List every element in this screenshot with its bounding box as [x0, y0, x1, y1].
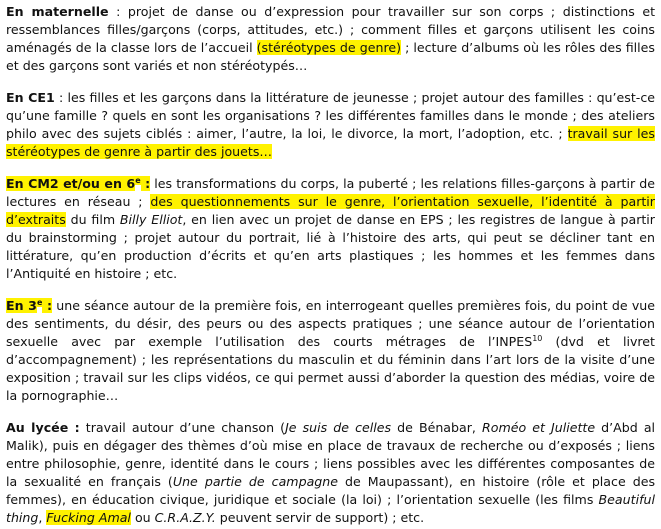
- section-label: En CE1: [6, 90, 55, 105]
- paragraph-lycee: [6, 419, 655, 527]
- work-title: Je suis de celles: [285, 420, 392, 435]
- highlighted-text: (stéréotypes de genre): [256, 40, 402, 55]
- work-title: C.R.A.Z.Y.: [154, 510, 216, 525]
- text-segment: de Maupassant), en histoire (rôle et place des femmes), en éducation civique, juridique et sociale (la loi) ; l’orientation sexuelle (les films: [6, 474, 656, 507]
- text-segment: (dvd et livret d’accompagnement) ; les représentations du masculin et du féminin dans l’art lors de la visite d’une exposition ; travail sur les clips vidéos, ce qui permet aussi d’aborder la question des médias, voire de la pornographie…: [6, 334, 655, 403]
- text-segment: ,: [38, 510, 47, 525]
- text-segment: : projet de danse ou d’expression pour travailler sur son corps ; distinctions et ressemblances filles/garçons (corps, attitudes, etc.) ; comment filles et garçons utilisent les coins aménagés de la classe lors de l’accueil: [6, 4, 656, 55]
- highlighted-text: Fucking Amal: [46, 510, 131, 525]
- work-title: Roméo et Juliette: [482, 420, 596, 435]
- section-label: :: [42, 298, 53, 313]
- paragraph-ce1: [6, 89, 655, 161]
- section-label: Au lycée :: [6, 420, 80, 435]
- text-segment: ou: [130, 510, 155, 525]
- text-segment: , en lien avec un projet de danse en EPS ; les registres de langue à partir du brainstorming ; projet autour du portrait, lié à l’histoire des arts, qui peut se décliner tant en littérature, qu’en production d’écrits et qu’en arts plastiques ; les hommes et les femmes dans l’Antiquité en histoire ; etc.: [6, 212, 655, 281]
- highlighted-text: des questionnements sur le genre, l’orientation sexuelle, l’identité à partir d’extraits: [6, 194, 655, 227]
- section-label: En maternelle: [6, 4, 109, 19]
- text-segment: du film: [65, 212, 120, 227]
- text-segment: travail autour d’une chanson (: [79, 420, 286, 435]
- paragraph-cm2: [6, 175, 655, 283]
- paragraph-troisieme: [6, 297, 655, 405]
- section-label: e: [36, 298, 43, 307]
- work-title: Beautiful thing: [6, 492, 655, 525]
- text-segment: une séance autour de la première fois, en interrogeant quelles premières fois, du point de vue des sentiments, du désir, des peurs ou des aspects pratiques ; une séance autour de l’orientation sexuelle avec par exemple l’utilisation des courts métrages de l’INPES: [6, 298, 656, 349]
- text-segment: peuvent servir de support) ; etc.: [215, 510, 425, 525]
- highlighted-text: travail sur les stéréotypes de genre à partir des jouets…: [6, 126, 655, 159]
- section-label: e: [135, 176, 141, 185]
- work-title: Une partie de campagne: [172, 474, 339, 489]
- section-label: En 3: [6, 298, 37, 313]
- section-label: :: [140, 176, 151, 191]
- text-segment: de Bénabar,: [391, 420, 482, 435]
- text-segment: les transformations du corps, la puberté ; les relations filles-garçons à partir de lectures en réseau ;: [6, 176, 656, 209]
- text-segment: ; lecture d’albums où les rôles des filles et des garçons sont variés et non stéréotypés…: [6, 40, 655, 73]
- section-label: En CM2 et/ou en 6: [6, 176, 136, 191]
- text-segment: d’Abd al Malik), puis en dégager des thèmes d’où mise en place de travaux de recherche ou d’exposés ; liens entre philosophie, genre, identité dans le cours ; liens possibles avec les différentes composantes de la sexualité en français (: [6, 420, 656, 489]
- text-segment: : les filles et les garçons dans la littérature de jeunesse ; projet autour des familles : qu’est-ce qu’une famille ? quels en sont les organisations ? les différentes familles dans le monde ; des ateliers philo avec des sujets ciblés : aimer, l’autre, la loi, le divorce, la mort, l’adoption, etc. ;: [6, 90, 656, 141]
- footnote-ref: 10: [532, 334, 543, 343]
- work-title: Billy Elliot: [119, 212, 183, 227]
- paragraph-maternelle: [6, 3, 655, 75]
